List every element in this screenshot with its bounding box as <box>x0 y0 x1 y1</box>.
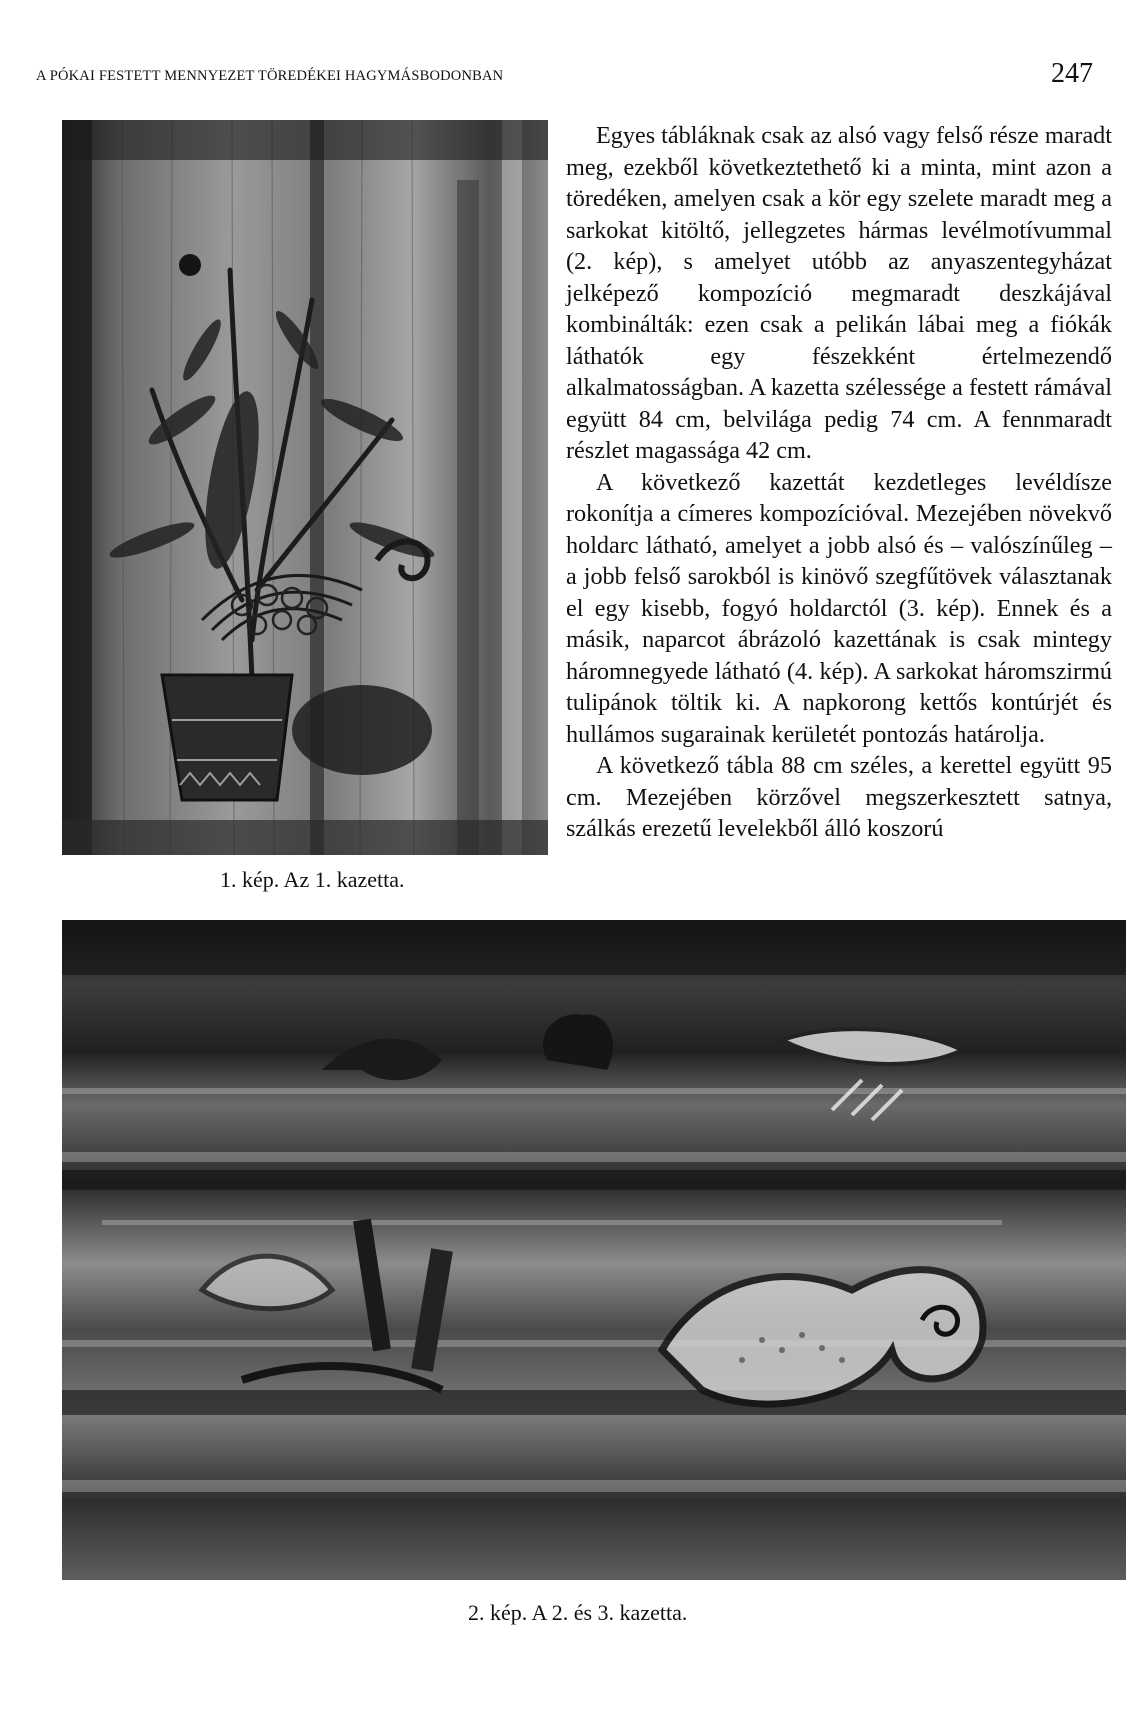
body-text-column <box>566 120 1112 845</box>
paragraph: A következő kazettát kezdetleges levéldísze rokonítja a címeres kompozícióval. Mezejében növekvő holdarc látható, amelyet a jobb alsó és – valószínűleg – a jobb felső sarokból is kinövő szegfűtövek választanak el egy kisebb, fogyó holdarctól (3. kép). Ennek és a másik, naparcot ábrázoló kazettának is csak mintegy háromnegyede látható (4. kép). A sarkokat háromszirmú tulipánok töltik ki. A napkorong kettős kontúrjét és hullámos sugarainak kerületét pontozás határolja. <box>566 468 1112 748</box>
figure-2-caption: 2. kép. A 2. és 3. kazetta. <box>468 1600 688 1625</box>
page-number: 247 <box>1051 58 1093 89</box>
figure-1-drawing <box>62 120 548 855</box>
running-head: A PÓKAI FESTETT MENNYEZET TÖREDÉKEI HAGYMÁSBODONBAN <box>36 68 504 84</box>
figure-2-photo <box>62 920 1126 1580</box>
figure-2-drawing <box>62 920 1126 1580</box>
paragraph: Egyes tábláknak csak az alsó vagy felső része maradt meg, ezekből következtethető ki a minta, mint azon a töredéken, amelyen csak a kör egy szelete maradt meg a sarkokat kitöltő, jellegzetes hármas levélmotívummal (2. kép), s amelyet utóbb az anyaszentegyházat jelképező kompozíció megmaradt deszkájával kombinálták: ezen csak a pelikán lábai meg a fiókák láthatók egy fészekként értelmezendő alkalmatosságban. A kazetta szélessége a festett rámával együtt 84 cm, belvilága pedig 74 cm. A fennmaradt részlet magassága 42 cm. <box>566 122 1113 464</box>
figure-1-photo <box>62 120 548 855</box>
figure-1-caption: 1. kép. Az 1. kazetta. <box>220 867 405 892</box>
paragraph: A következő tábla 88 cm széles, a kerettel együtt 95 cm. Mezejében körzővel megszerkesztett satnya, szálkás erezetű levelekből álló koszorú <box>566 752 1112 842</box>
